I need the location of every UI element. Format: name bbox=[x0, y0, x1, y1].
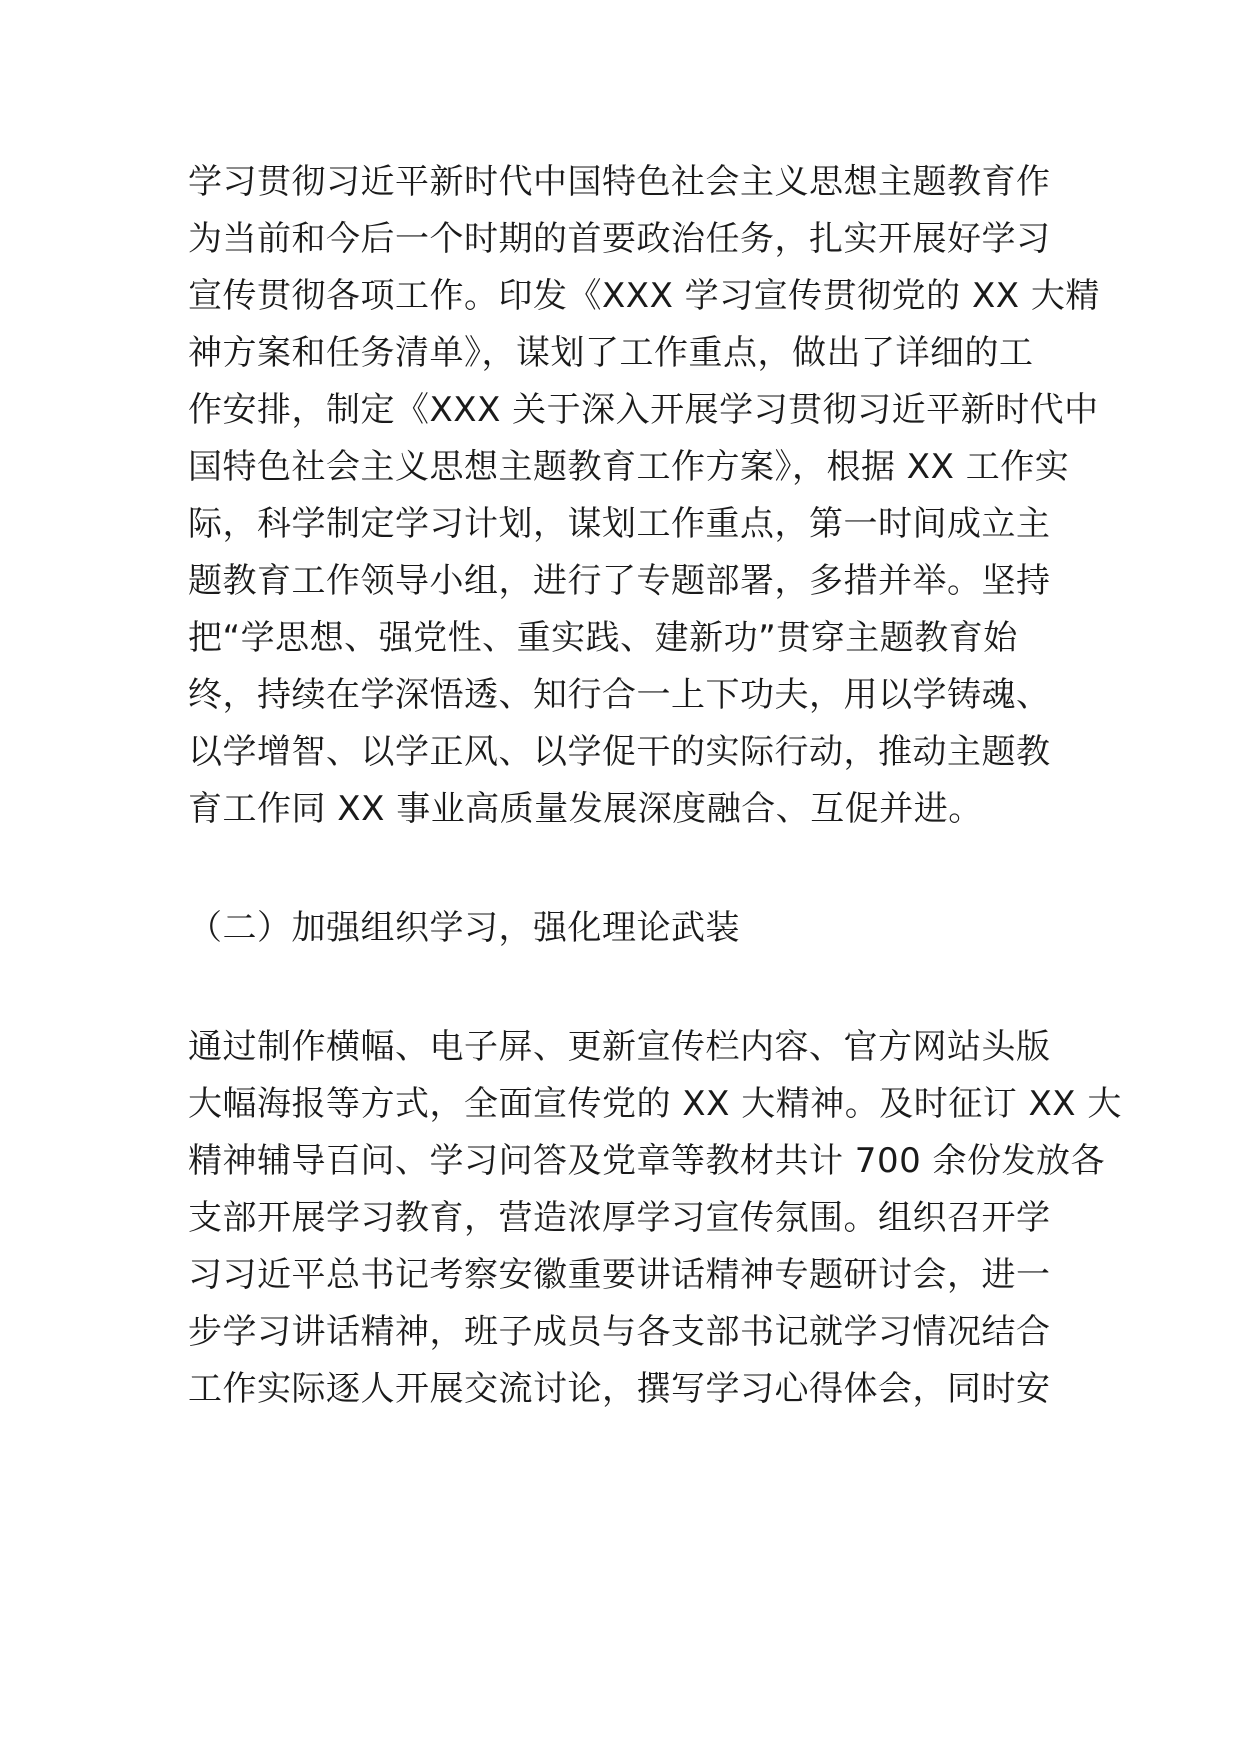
paragraph-1-line: 为当前和今后一个时期的首要政治任务，扎实开展好学习 bbox=[188, 219, 1051, 259]
paragraph-2-line: 习习近平总书记考察安徽重要讲话精神专题研讨会，进一 bbox=[188, 1255, 1051, 1295]
paragraph-2-line: 大幅海报等方式，全面宣传党的 XX 大精神。及时征订 XX 大 bbox=[188, 1084, 1122, 1124]
paragraph-1-line: 际，科学制定学习计划，谋划工作重点，第一时间成立主 bbox=[188, 504, 1051, 544]
paragraph-1-line: 宣传贯彻各项工作。印发《XXX 学习宣传贯彻党的 XX 大精 bbox=[188, 276, 1100, 316]
paragraph-1-line: 学习贯彻习近平新时代中国特色社会主义思想主题教育作 bbox=[188, 162, 1051, 202]
paragraph-1-line: 育工作同 XX 事业高质量发展深度融合、互促并进。 bbox=[188, 789, 983, 829]
paragraph-2-line: 工作实际逐人开展交流讨论，撰写学习心得体会，同时安 bbox=[188, 1369, 1051, 1409]
paragraph-1-line: 国特色社会主义思想主题教育工作方案》，根据 XX 工作实 bbox=[188, 447, 1070, 487]
paragraph-1-line: 作安排，制定《XXX 关于深入开展学习贯彻习近平新时代中 bbox=[188, 390, 1099, 430]
paragraph-2-line: 步学习讲话精神，班子成员与各支部书记就学习情况结合 bbox=[188, 1312, 1051, 1352]
section-heading: （二）加强组织学习，强化理论武装 bbox=[188, 908, 740, 948]
paragraph-1-line: 题教育工作领导小组，进行了专题部署，多措并举。坚持 bbox=[188, 561, 1051, 601]
paragraph-1-line: 把“学思想、强党性、重实践、建新功”贯穿主题教育始 bbox=[188, 618, 1018, 658]
paragraph-2-line: 通过制作横幅、电子屏、更新宣传栏内容、官方网站头版 bbox=[188, 1027, 1051, 1067]
paragraph-1-line: 以学增智、以学正风、以学促干的实际行动，推动主题教 bbox=[188, 732, 1051, 772]
paragraph-1-line: 终，持续在学深悟透、知行合一上下功夫，用以学铸魂、 bbox=[188, 675, 1051, 715]
paragraph-1-line: 神方案和任务清单》，谋划了工作重点，做出了详细的工 bbox=[188, 333, 1034, 373]
paragraph-2-line: 精神辅导百问、学习问答及党章等教材共计 700 余份发放各 bbox=[188, 1141, 1106, 1181]
paragraph-2-line: 支部开展学习教育，营造浓厚学习宣传氛围。组织召开学 bbox=[188, 1198, 1051, 1238]
